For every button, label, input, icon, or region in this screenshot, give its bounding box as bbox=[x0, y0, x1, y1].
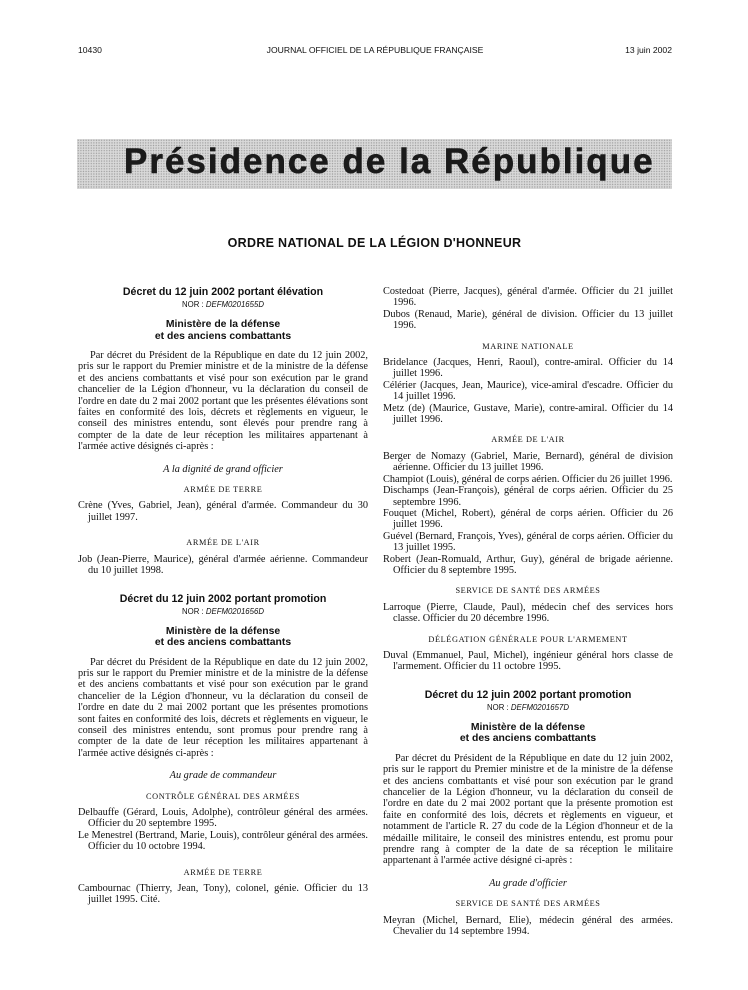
nominee-entry: Bridelance (Jacques, Henri, Raoul), contre-amiral. Officier du 14 juillet 1996. bbox=[383, 357, 673, 380]
nominee-entry: Job (Jean-Pierre, Maurice), général d'armée aérienne. Commandeur du 10 juillet 1998. bbox=[78, 553, 368, 577]
ministry-line-1: Ministère de la défense bbox=[165, 625, 281, 637]
section-heading: ARMÉE DE L'AIR bbox=[491, 435, 565, 445]
grade-heading: Au grade de commandeur bbox=[169, 770, 277, 782]
page-header bbox=[78, 45, 672, 59]
ministry-line-2: et des anciens combattants bbox=[154, 330, 292, 342]
nominee-entry: Duval (Emmanuel, Paul, Michel), ingénieur général hors classe de l'armement. Officier du 11 octobre 1995. bbox=[383, 649, 673, 673]
nominee-entry: Berger de Nomazy (Gabriel, Marie, Bernard), général de division aérienne. Officier du 13 juillet 1996. bbox=[383, 450, 673, 474]
nominee-entry: Guével (Bernard, François, Yves), général de corps aérien. Officier du 13 juillet 1995. bbox=[383, 530, 673, 554]
section-heading: SERVICE DE SANTÉ DES ARMÉES bbox=[455, 586, 601, 596]
nominee-entry: Robert (Jean-Romuald, Arthur, Guy), général de brigade aérienne. Officier du 8 septembre 1995. bbox=[383, 553, 673, 576]
grade-heading: Au grade d'officier bbox=[489, 877, 567, 889]
section-heading: ARMÉE DE TERRE bbox=[183, 485, 263, 495]
nominee-entry: Dischamps (Jean-François), général de corps aérien. Officier du 25 septembre 1996. bbox=[383, 485, 673, 508]
right-column bbox=[383, 286, 673, 937]
nor-reference bbox=[383, 703, 673, 713]
nominee-entry: Larroque (Pierre, Claude, Paul), médecin chef des services hors classe. Officier du 20 décembre 1996. bbox=[383, 601, 673, 625]
decree-intro: Par décret du Président de la République en date du 12 juin 2002, pris sur le rapport du Premier ministre et de la ministre de la défense et des anciens combattants et visé pour son exécution par le grand chancelier de la Légion d'honneur, vu la déclaration du conseil de l'ordre en date du 2 mai 2002 portant que la présente promotion est faite en conformité des lois, décrets et règlements en vigueur, et notamment de l'article R. 27 du code de la Légion d'honneur et de la médaille militaire, le conseil des ministres entendu, est promu pour prendre rang à compter de la date de sa réception le militaire appartenant à l'armée active désigné ci-après : bbox=[383, 752, 673, 867]
section-heading: SERVICE DE SANTÉ DES ARMÉES bbox=[455, 899, 601, 909]
section-heading: ARMÉE DE L'AIR bbox=[186, 538, 260, 548]
banner-title: Présidence de la République bbox=[124, 142, 655, 181]
grade-heading: A la dignité de grand officier bbox=[163, 463, 283, 475]
decree-title: Décret du 12 juin 2002 portant promotion bbox=[424, 688, 632, 701]
nominee-entry: Le Menestrel (Bertrand, Marie, Louis), contrôleur général des armées. Officier du 10 octobre 1994. bbox=[78, 829, 368, 853]
nor-code: DEFM0201655D bbox=[205, 300, 264, 309]
nor-label: NOR : bbox=[182, 300, 204, 309]
nominee-entry: Costedoat (Pierre, Jacques), général d'armée. Officier du 21 juillet 1996. bbox=[383, 286, 673, 309]
nor-reference bbox=[78, 607, 368, 617]
nominee-entry: Meyran (Michel, Bernard, Elie), médecin général des armées. Chevalier du 14 septembre 1994. bbox=[383, 914, 673, 938]
ministry-heading bbox=[78, 319, 368, 342]
journal-title: JOURNAL OFFICIEL DE LA RÉPUBLIQUE FRANÇAISE bbox=[266, 45, 484, 55]
decree-title: Décret du 12 juin 2002 portant promotion bbox=[119, 592, 327, 605]
ministry-heading bbox=[383, 722, 673, 745]
nor-code: DEFM0201656D bbox=[205, 606, 264, 616]
nor-label: NOR : bbox=[182, 606, 204, 616]
nominee-entry: Champiot (Louis), général de corps aérien. Officier du 26 juillet 1996. bbox=[383, 473, 673, 485]
nominee-entry: Fouquet (Michel, Robert), général de corps aérien. Officier du 26 juillet 1996. bbox=[383, 507, 673, 531]
section-heading: ARMÉE DE TERRE bbox=[183, 867, 263, 877]
issue-date: 13 juin 2002 bbox=[625, 45, 672, 55]
section-heading: DÉLÉGATION GÉNÉRALE POUR L'ARMEMENT bbox=[428, 634, 628, 644]
nominee-entry: Dubos (Renaud, Marie), général de division. Officier du 13 juillet 1996. bbox=[383, 308, 673, 332]
section-heading: CONTRÔLE GÉNÉRAL DES ARMÉES bbox=[146, 791, 300, 801]
nor-reference bbox=[78, 300, 368, 310]
nominee-entry: Metz (de) (Maurice, Gustave, Marie), contre-amiral. Officier du 14 juillet 1996. bbox=[383, 402, 673, 426]
nominee-entry: Cambournac (Thierry, Jean, Tony), colonel, génie. Officier du 13 juillet 1995. Cité. bbox=[78, 883, 368, 906]
order-title: ORDRE NATIONAL DE LA LÉGION D'HONNEUR bbox=[227, 236, 522, 250]
nor-label: NOR : bbox=[487, 702, 509, 712]
nominee-entry: Delbauffe (Gérard, Louis, Adolphe), contrôleur général des armées. Officier du 20 septembre 1995. bbox=[78, 806, 368, 830]
ministry-heading bbox=[78, 626, 368, 649]
nominee-entry: Crène (Yves, Gabriel, Jean), général d'armée. Commandeur du 30 juillet 1997. bbox=[78, 500, 368, 523]
section-banner bbox=[77, 139, 672, 189]
page-number: 10430 bbox=[78, 45, 102, 55]
left-column bbox=[78, 286, 368, 906]
decree-title: Décret du 12 juin 2002 portant élévation bbox=[122, 286, 324, 298]
ministry-line-2: et des anciens combattants bbox=[154, 637, 292, 648]
ministry-line-1: Ministère de la défense bbox=[165, 319, 281, 330]
nor-code: DEFM0201657D bbox=[510, 702, 569, 712]
ministry-line-2: et des anciens combattants bbox=[459, 733, 597, 745]
section-heading: MARINE NATIONALE bbox=[482, 341, 574, 351]
ministry-line-1: Ministère de la défense bbox=[470, 721, 586, 733]
decree-intro: Par décret du Président de la République en date du 12 juin 2002, pris sur le rapport du Premier ministre et de la ministre de la défense et des anciens combattants et visé pour son exécution par le grand chancelier de la Légion d'honneur, vu la déclaration du conseil de l'ordre en date du 2 mai 2002 portant que les présentes élévations sont faites en conformité des lois, décrets et règlements en vigueur, le conseil des ministres entendu, sont élevés pour prendre rang à compter de la date de leur réception les militaires appartenant à l'armée active désignés ci-après : bbox=[78, 350, 368, 453]
nominee-entry: Célérier (Jacques, Jean, Maurice), vice-amiral d'escadre. Officier du 14 juillet 1996. bbox=[383, 379, 673, 403]
decree-intro: Par décret du Président de la République en date du 12 juin 2002, pris sur le rapport du Premier ministre et de la ministre de la défense et des anciens combattants et visé pour son exécution par le grand chancelier de la Légion d'honneur, vu la déclaration du conseil de l'ordre en date du 2 mai 2002 portant que les présentes promotions sont faites en conformité des lois, décrets et règlements en vigueur, le conseil des ministres entendu, sont promus pour prendre rang à compter de la date de leur réception les militaires appartenant à l'armée active désignés ci-après : bbox=[78, 656, 368, 759]
